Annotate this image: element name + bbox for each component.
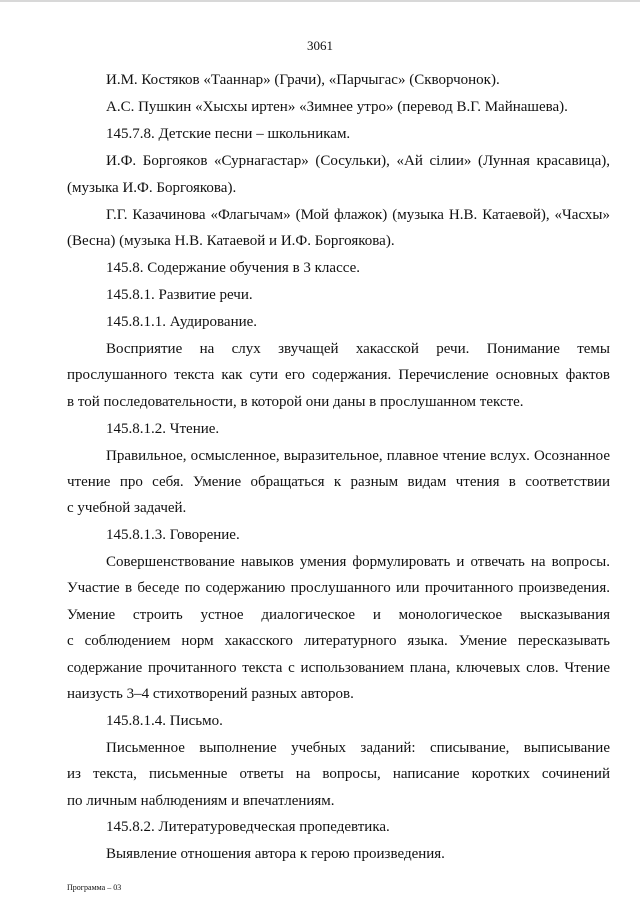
text-line: в той последовательности, в которой они даны в прослушанном тексте. xyxy=(67,394,524,410)
text-line: чтение про себя. Умение обращаться к разным видам чтения в соответствии xyxy=(67,474,610,490)
section-heading: 145.8.1.2. Чтение. xyxy=(106,421,220,437)
text-line: из текста, письменные ответы на вопросы, написание коротких сочинений xyxy=(67,766,610,782)
text-line: (Весна) (музыка Н.В. Катаевой и И.Ф. Боргоякова). xyxy=(67,233,395,249)
text-line: Умение строить устное диалогическое и монологическое высказывания xyxy=(67,607,610,623)
section-heading: 145.8.1.3. Говорение. xyxy=(106,527,240,543)
section-heading: 145.8.1.4. Письмо. xyxy=(106,713,223,729)
text-line: Г.Г. Казачинова «Флагычам» (Мой флажок) (музыка Н.В. Катаевой), «Часхы» xyxy=(106,207,610,223)
text-line: И.Ф. Боргояков «Сурнагастар» (Сосульки), «Ай сiлии» (Лунная красавица), xyxy=(106,153,610,169)
section-heading: 145.8.2. Литературоведческая пропедевтика. xyxy=(106,819,390,835)
text-line: содержание прочитанного текста с использованием плана, ключевых слов. Чтение xyxy=(67,660,610,676)
text-line: (музыка И.Ф. Боргоякова). xyxy=(67,180,237,196)
text-line: Выявление отношения автора к герою произведения. xyxy=(106,846,445,862)
text-line: прослушанного текста как сути его содержания. Перечисление основных фактов xyxy=(67,367,610,383)
section-heading: 145.8.1.1. Аудирование. xyxy=(106,314,258,330)
text-line: с учебной задачей. xyxy=(67,500,187,516)
text-line: Участие в беседе по содержанию прослушанного или прочитанного произведения. xyxy=(67,580,610,596)
text-line: Письменное выполнение учебных заданий: списывание, выписывание xyxy=(106,740,610,756)
text-line: А.С. Пушкин «Хысхы иртен» «Зимнее утро» (перевод В.Г. Майнашева). xyxy=(106,99,568,115)
page-number: 3061 xyxy=(307,38,333,53)
text-line: по личным наблюдениям и впечатлениям. xyxy=(67,793,335,809)
text-line: 145.7.8. Детские песни – школьникам. xyxy=(106,126,351,142)
footer-label: Программа – 03 xyxy=(67,883,122,892)
scan-edge xyxy=(0,0,640,2)
text-line: наизусть 3–4 стихотворений разных авторов. xyxy=(67,686,354,702)
text-line: Правильное, осмысленное, выразительное, плавное чтение вслух. Осознанное xyxy=(106,448,610,464)
section-heading: 145.8. Содержание обучения в 3 классе. xyxy=(106,260,360,276)
text-line: с соблюдением норм хакасского литературного языка. Умение пересказывать xyxy=(67,633,610,649)
text-line: И.М. Костяков «Тааннар» (Грачи), «Парчыгас» (Скворчонок). xyxy=(106,72,500,88)
text-line: Совершенствование навыков умения формулировать и отвечать на вопросы. xyxy=(106,554,610,570)
text-line: Восприятие на слух звучащей хакасской речи. Понимание темы xyxy=(106,341,610,357)
section-heading: 145.8.1. Развитие речи. xyxy=(106,287,253,303)
